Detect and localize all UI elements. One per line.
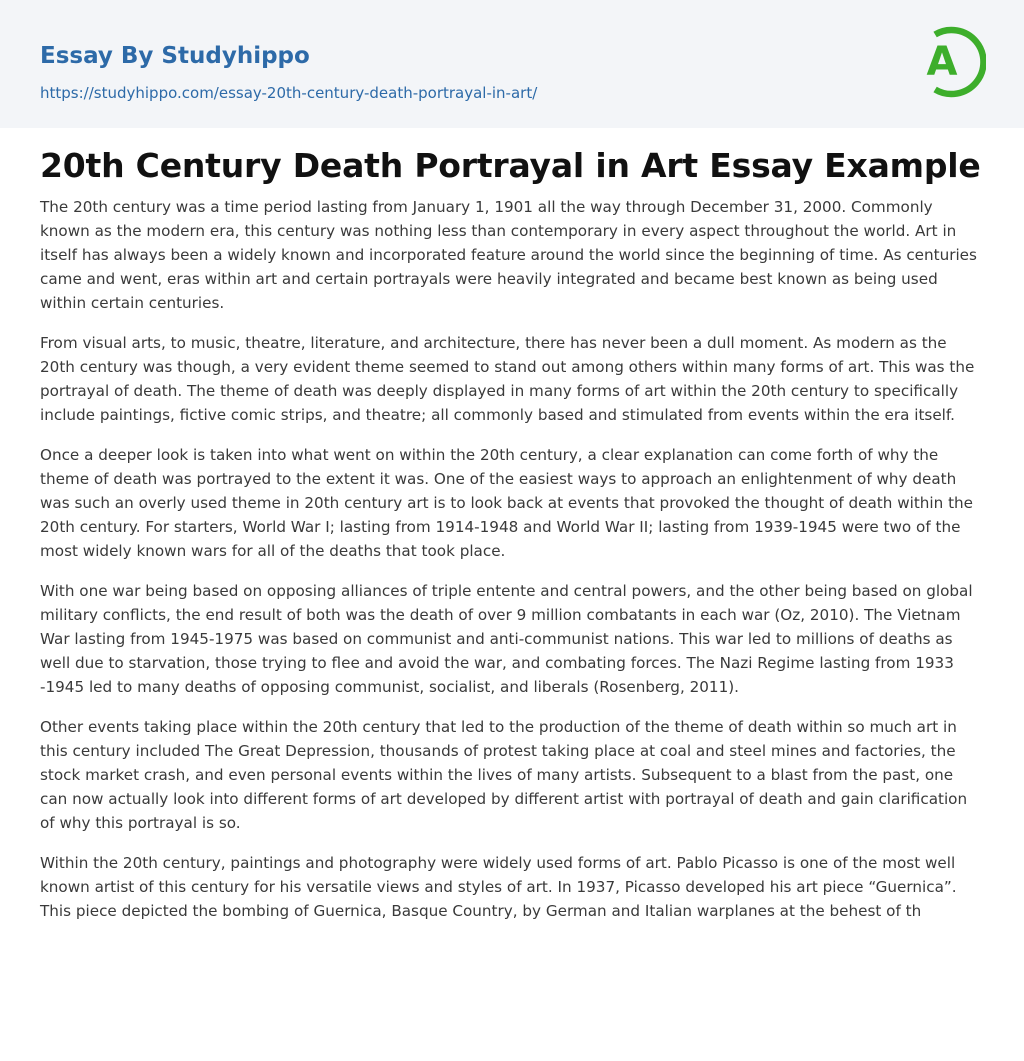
article-paragraph: From visual arts, to music, theatre, literature, and architecture, there has never been a dull moment. As modern as the 20th century was though, a very evident theme seemed to stand out among others within many forms of art. This was the portrayal of death. The theme of death was deeply displayed in many forms of art within the 20th century to specifically include paintings, fictive comic strips, and theatre; all commonly based and stimulated from events within the era itself.: [40, 334, 975, 424]
logo-icon[interactable]: [914, 18, 986, 106]
article: [0, 128, 1024, 923]
essay-url-link[interactable]: https://studyhippo.com/essay-20th-century-death-portrayal-in-art/: [40, 84, 538, 102]
site-brand[interactable]: Essay By Studyhippo: [40, 43, 310, 69]
article-paragraph: Within the 20th century, paintings and photography were widely used forms of art. Pablo Picasso is one of the most well known artist of this century for his versatile views and styles of art. In 1937, Picasso developed his art piece “Guernica”. This piece depicted the bombing of Guernica, Basque Country, by German and Italian warplanes at the behest of th: [40, 854, 957, 920]
article-paragraph: Once a deeper look is taken into what went on within the 20th century, a clear explanation can come forth of why the theme of death was portrayed to the extent it was. One of the easiest ways to approach an enlightenment of why death was such an overly used theme in 20th century art is to look back at events that provoked the thought of death within the 20th century. For starters, World War I; lasting from 1914-1948 and World War II; lasting from 1939-1945 were two of the most widely known wars for all of the deaths that took place.: [40, 446, 974, 560]
page-title: 20th Century Death Portrayal in Art Essay Example: [40, 146, 981, 185]
logo-letter: A: [926, 39, 958, 85]
article-paragraph: The 20th century was a time period lasting from January 1, 1901 all the way through December 31, 2000. Commonly known as the modern era, this century was nothing less than contemporary in every aspect throughout the world. Art in itself has always been a widely known and incorporated feature around the world since the beginning of time. As centuries came and went, eras within art and certain portrayals were heavily integrated and became best known as being used within certain centuries.: [40, 198, 977, 312]
article-paragraph: With one war being based on opposing alliances of triple entente and central powers, and the other being based on global military conflicts, the end result of both was the death of over 9 million combatants in each war (Oz, 2010). The Vietnam War lasting from 1945-1975 was based on communist and anti-communist nations. This war led to millions of deaths as well due to starvation, those trying to flee and avoid the war, and combating forces. The Nazi Regime lasting from 1933 -1945 led to many deaths of opposing communist, socialist, and liberals (Rosenberg, 2011).: [40, 582, 973, 696]
site-header: [0, 0, 1024, 128]
article-paragraph: Other events taking place within the 20th century that led to the production of the theme of death within so much art in this century included The Great Depression, thousands of protest taking place at coal and steel mines and factories, the stock market crash, and even personal events within the lives of many artists. Subsequent to a blast from the past, one can now actually look into different forms of art developed by different artist with portrayal of death and gain clarification of why this portrayal is so.: [40, 718, 968, 832]
